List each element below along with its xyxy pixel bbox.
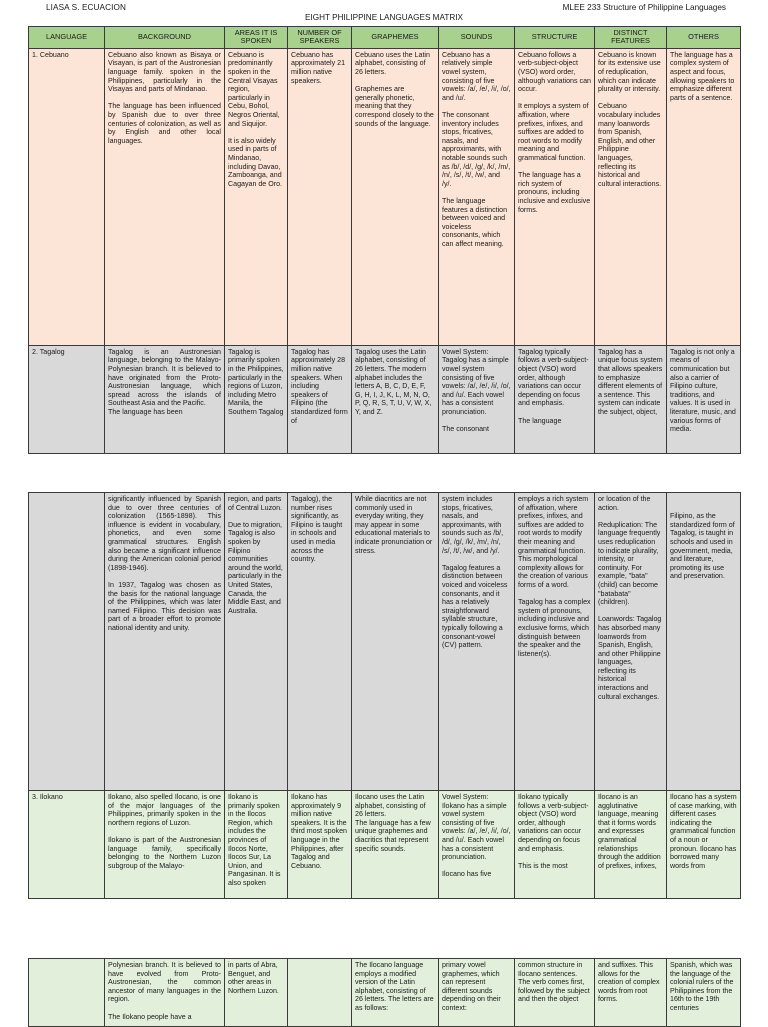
- cell-graphemes: The Ilocano language employs a modified version of the Latin alphabet, consisting of 26 letters. The letters are as follows:: [352, 959, 439, 1027]
- cell-sounds: Cebuano has a relatively simple vowel system, consisting of five vowels: /a/, /e/, /i/, /o/, and /u/. The consonant inventory includes stops, fricatives, nasals, and approximants, with notable sounds such as /b/, /d/, /g/, /k/, /m/, /n/, /s/, /t/, /w/, and /y/. The language features a distinction between voiced and voiceless consonants, which can affect meaning.: [439, 48, 515, 345]
- cell-others: Spanish, which was the language of the colonial rulers of the Philippines from the 16th to the 19th centuries: [667, 959, 741, 1027]
- cell-structure: Tagalog typically follows a verb-subject-object (VSO) word order, although variations can occur depending on focus and emphasis. The language: [515, 345, 595, 453]
- cell-features: Ilocano is an agglutinative language, meaning that it forms words and expresses grammatical relationships through the addition of prefixes, infixes,: [595, 791, 667, 899]
- cell-background: Polynesian branch. It is believed to have evolved from Proto-Austronesian, the common ancestor of many languages in the region. The Ilokano people have a: [105, 959, 225, 1027]
- cell-structure: employs a rich system of affixation, where prefixes, infixes, and suffixes are added to root words to modify their meaning and grammatical function. This morphological complexity allows for the creation of various forms of a word. Tagalog has a complex system of pronouns, including inclusive and exclusive forms, which distinguish between the speaker and the listener(s).: [515, 493, 595, 791]
- column-header-graphemes: GRAPHEMES: [352, 27, 439, 49]
- cell-others: Filipino, as the standardized form of Tagalog, is taught in schools and used in government, media, and literature, promoting its use and preservation.: [667, 493, 741, 791]
- matrix-table-part-2: [28, 492, 741, 899]
- cell-graphemes: While diacritics are not commonly used in everyday writing, they may appear in some educational materials to indicate pronunciation or stress.: [352, 493, 439, 791]
- course-title: MLEE 233 Structure of Philippine Languages: [562, 3, 726, 12]
- cell-speakers: Tagalog), the number rises significantly, as Filipino is taught in schools and used in media across the country.: [288, 493, 352, 791]
- cell-background: Ilokano, also spelled Ilocano, is one of the major languages of the Philippines, primarily spoken in the northern regions of Luzon. Ilokano is part of the Austronesian language family, specifically belonging to the Northern Luzon subgroup of the Malayo-: [105, 791, 225, 899]
- cell-features: Tagalog has a unique focus system that allows speakers to emphasize different elements of a sentence. This system can indicate the subject, object,: [595, 345, 667, 453]
- column-header-areas: AREAS IT IS SPOKEN: [225, 27, 288, 49]
- column-header-background: BACKGROUND: [105, 27, 225, 49]
- column-header-speakers: NUMBER OF SPEAKERS: [288, 27, 352, 49]
- cell-background: Tagalog is an Austronesian language, belonging to the Malayo-Polynesian branch. It is believed to have originated from the Proto-Austronesian language, which spread across the islands of Southeast Asia and the Pacific. The language has been: [105, 345, 225, 453]
- column-header-sounds: SOUNDS: [439, 27, 515, 49]
- column-header-others: OTHERS: [667, 27, 741, 49]
- matrix-title: EIGHT PHILIPPINE LANGUAGES MATRIX: [304, 13, 464, 22]
- column-header-language: LANGUAGE: [29, 27, 105, 49]
- table-row-tagalog: [29, 345, 741, 453]
- cell-others: The language has a complex system of aspect and focus, allowing speakers to emphasize different parts of a sentence.: [667, 48, 741, 345]
- cell-structure: common structure in Ilocano sentences. The verb comes first, followed by the subject and then the object: [515, 959, 595, 1027]
- cell-language: 2. Tagalog: [29, 345, 105, 453]
- cell-sounds: Vowel System: Ilokano has a simple vowel system consisting of five vowels: /a/, /e/, /i/, /o/, and /u/. Each vowel has a consistent pronunciation. Ilocano has five: [439, 791, 515, 899]
- cell-sounds: system includes stops, fricatives, nasals, and approximants, with sounds such as /b/, /d/, /g/, /k/, /m/, /n/, /s/, /t/, /w/, and /y/. Tagalog features a distinction between voiced and voiceless consonants, and it has a relatively straightforward syllable structure, typically following a consonant-vowel (CV) pattern.: [439, 493, 515, 791]
- cell-graphemes: Cebuano uses the Latin alphabet, consisting of 26 letters. Graphemes are generally phonetic, meaning that they correspond closely to the sounds of the language.: [352, 48, 439, 345]
- cell-others: Ilocano has a system of case marking, with different cases indicating the grammatical function of a noun or pronoun. Ilocano has borrowed many words from: [667, 791, 741, 899]
- cell-graphemes: Tagalog uses the Latin alphabet, consisting of 26 letters. The modern alphabet includes the letters A, B, C, D, E, F, G, H, I, J, K, L, M, N, O, P, Q, R, S, T, U, V, W, X, Y, and Z.: [352, 345, 439, 453]
- cell-speakers: Tagalog has approximately 28 million native speakers. When including speakers of Filipino (the standardized form of: [288, 345, 352, 453]
- cell-sounds: primary vowel graphemes, which can represent different sounds depending on their context:: [439, 959, 515, 1027]
- cell-others: Tagalog is not only a means of communication but also a carrier of Filipino culture, traditions, and values. It is used in literature, music, and various forms of media.: [667, 345, 741, 453]
- cell-structure: Cebuano follows a verb-subject-object (VSO) word order, although variations can occur. It employs a system of affixation, where prefixes, infixes, and suffixes are added to root words to modify meaning and grammatical function. The language has a rich system of pronouns, including inclusive and exclusive forms.: [515, 48, 595, 345]
- author-name: LIASA S. ECUACION: [46, 3, 126, 12]
- column-header-features: DISTINCT FEATURES: [595, 27, 667, 49]
- cell-speakers: [288, 959, 352, 1027]
- cell-speakers: Ilokano has approximately 9 million native speakers. It is the third most spoken language in the Philippines, after Tagalog and Cebuano.: [288, 791, 352, 899]
- table-row-ilokano: [29, 791, 741, 899]
- cell-areas: in parts of Abra, Benguet, and other areas in Northern Luzon.: [225, 959, 288, 1027]
- cell-language: 3. Ilokano: [29, 791, 105, 899]
- cell-areas: region, and parts of Central Luzon. Due to migration, Tagalog is also spoken by Filipino communities around the world, particularly in the United States, Canada, the Middle East, and Australia.: [225, 493, 288, 791]
- cell-structure: Ilokano typically follows a verb-subject-object (VSO) word order, although variations can occur depending on focus and emphasis. This is the most: [515, 791, 595, 899]
- cell-graphemes: Ilocano uses the Latin alphabet, consisting of 26 letters. The language has a few unique graphemes and diacritics that represent specific sounds.: [352, 791, 439, 899]
- matrix-table-part-1: [28, 26, 741, 454]
- column-header-structure: STRUCTURE: [515, 27, 595, 49]
- cell-areas: Tagalog is primarily spoken in the Philippines, particularly in the regions of Luzon, including Metro Manila, the Southern Tagalog: [225, 345, 288, 453]
- cell-language: 1. Cebuano: [29, 48, 105, 345]
- cell-background: significantly influenced by Spanish due to over three centuries of colonization (1565-1898). This influence is evident in vocabulary, phonetics, and even some grammatical structures. English also became a significant influence during the American colonial period (1898-1946). In 1937, Tagalog was chosen as the basis for the national language of the Philippines, which was later named Filipino. This decision was part of a broader effort to promote national identity and unity.: [105, 493, 225, 791]
- cell-background: Cebuano also known as Bisaya or Visayan, is part of the Austronesian language family. spoken in the Philippines, particularly in the Visayas and parts of Mindanao. The language has been influenced by Spanish due to over three centuries of colonization, as well as by English and other local languages.: [105, 48, 225, 345]
- cell-areas: Ilokano is primarily spoken in the Ilocos Region, which includes the provinces of Ilocos Norte, Ilocos Sur, La Union, and Pangasinan. It is also spoken: [225, 791, 288, 899]
- cell-features: or location of the action. Reduplication: The language frequently uses reduplication to indicate plurality, intensity, or continuity. For example, "bata" (child) can become "batabata" (children). Loanwords: Tagalog has absorbed many loanwords from Spanish, English, and other Philippine languages, reflecting its historical interactions and cultural exchanges.: [595, 493, 667, 791]
- table-row-ilokano-continued: [29, 959, 741, 1027]
- cell-language: [29, 959, 105, 1027]
- cell-speakers: Cebuano has approximately 21 million native speakers.: [288, 48, 352, 345]
- cell-features: and suffixes. This allows for the creation of complex words from root forms.: [595, 959, 667, 1027]
- column-header-row: [29, 27, 741, 49]
- cell-language: [29, 493, 105, 791]
- table-row-tagalog-continued: [29, 493, 741, 791]
- cell-features: Cebuano is known for its extensive use of reduplication, which can indicate plurality or intensity. Cebuano vocabulary includes many loanwords from Spanish, English, and other Philippine languages, reflecting its historical and cultural interactions.: [595, 48, 667, 345]
- cell-sounds: Vowel System: Tagalog has a simple vowel system consisting of five vowels: /a/, /e/, /i/, /o/, and /u/. Each vowel has a consistent pronunciation. The consonant: [439, 345, 515, 453]
- matrix-table-part-3: [28, 958, 741, 1027]
- cell-areas: Cebuano is predominantly spoken in the Central Visayas region, particularly in Cebu, Bohol, Negros Oriental, and Siquijor. It is also widely used in parts of Mindanao, including Davao, Zamboanga, and Cagayan de Oro.: [225, 48, 288, 345]
- table-row-cebuano: [29, 48, 741, 345]
